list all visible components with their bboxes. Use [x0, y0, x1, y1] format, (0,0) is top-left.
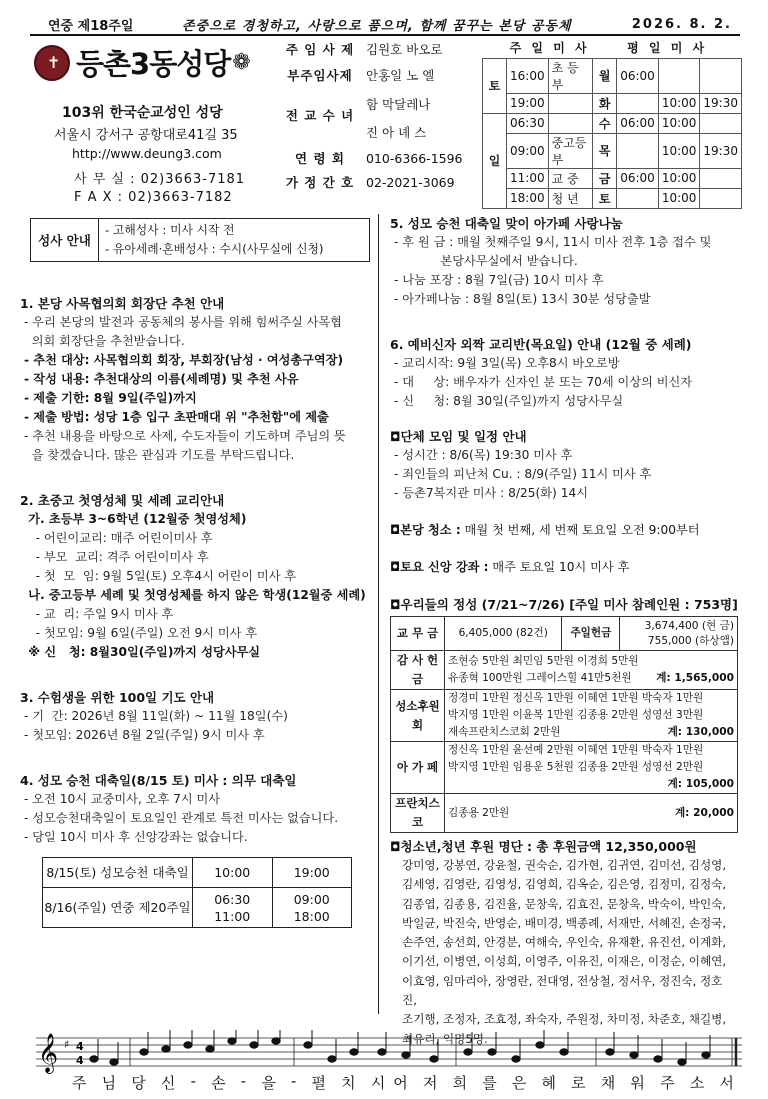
mass-time — [700, 113, 742, 133]
mass-time: 10:00 — [658, 188, 700, 208]
section-5-body — [390, 233, 742, 309]
bullet-icon: ◘ — [390, 560, 401, 574]
hymn-lyrics — [72, 1072, 742, 1093]
lyric-syllable: 로 — [571, 1074, 594, 1092]
mass-note — [548, 113, 593, 133]
sacrament-label: 성사 안내 — [31, 219, 99, 261]
mass-time — [617, 133, 659, 168]
lyric-syllable: 치 — [341, 1074, 364, 1092]
mass-time: 19:30 — [700, 93, 742, 113]
staff-row — [280, 60, 470, 90]
table-cell: 프란치스코 — [391, 794, 445, 833]
staff-name: 함 막달레나 — [366, 97, 431, 112]
mass-time: 06:00 — [617, 168, 659, 188]
section-3-body — [20, 707, 375, 745]
mass-time: 10:00 — [658, 168, 700, 188]
sec4-line: - 당일 10시 미사 후 신앙강좌는 없습니다. — [24, 830, 248, 844]
assumption-mass-table — [42, 857, 352, 928]
staff-row — [280, 38, 470, 60]
staff-name: 진 아 녜 스 — [366, 125, 427, 140]
sec2-line: - 첫 모 임: 9월 5일(토) 오후4시 어린이 미사 후 — [24, 569, 297, 583]
weekday-label: 토 — [593, 188, 617, 208]
section-6-body — [390, 354, 742, 411]
note-head — [560, 1049, 568, 1055]
staff-name: 02-2021-3069 — [366, 174, 455, 190]
table-cell: 10:00 — [193, 858, 273, 888]
lyric-syllable: 주 — [72, 1074, 95, 1092]
donor-names-line: 김세영, 김영란, 김영성, 김영희, 김옥순, 김은영, 김정미, 김정숙, — [402, 877, 727, 892]
lecture-title: 토요 신앙 강좌 : — [400, 560, 489, 574]
sunday-label: 일 — [483, 113, 507, 208]
donor-names-line: 강미영, 강봉연, 강윤철, 권숙순, 김가현, 김귀연, 김미선, 김성영, — [402, 858, 727, 872]
group-line: - 죄인들의 피난처 Cu. : 8/9(주일) 11시 미사 후 — [394, 467, 652, 481]
mass-note: 청 년 — [548, 188, 593, 208]
cleaning-notice — [390, 521, 742, 540]
youth-title-text: 청소년,청년 후원 명단 : 총 후원금액 12,350,000원 — [400, 839, 697, 854]
section-2-title: 2. 초중고 첫영성체 및 세례 교리안내 — [20, 493, 225, 508]
column-divider — [378, 214, 379, 1014]
section-1-title: 1. 본당 사목협의회 회장단 추천 안내 — [20, 296, 225, 311]
sec1-line: - 작성 내용: 추천대상의 이름(세례명) 및 추천 사유 — [24, 372, 299, 386]
mass-time: 06:00 — [617, 58, 659, 93]
table-cell — [445, 794, 738, 833]
liturgical-week: 연중 제18주일 — [48, 18, 134, 34]
table-cell: 06:30 11:00 — [193, 888, 273, 928]
hymn-notes — [90, 1030, 710, 1065]
section-5-title: 5. 성모 승천 대축일 맞이 아가페 사랑나눔 — [390, 216, 623, 231]
note-head — [140, 1049, 148, 1055]
mass-time — [700, 58, 742, 93]
church-name: 등촌3동성당 — [76, 47, 231, 81]
sec6-line: - 대 상: 배우자가 신자인 분 또는 70세 이상의 비신자 — [394, 375, 693, 389]
entry-total: 계: 20,000 — [674, 806, 734, 819]
note-head — [328, 1056, 336, 1062]
staff-role: 가 정 간 호 — [285, 175, 355, 190]
entry-line: 김종용 2만원 — [448, 806, 510, 819]
note-head — [464, 1049, 472, 1055]
note-head — [110, 1059, 118, 1065]
staff-row — [280, 90, 470, 123]
note-head — [350, 1049, 358, 1055]
mass-time: 18:00 — [507, 188, 549, 208]
juil-value: 755,000 (하상앱) — [647, 634, 734, 647]
donor-names-line: 손주연, 송선희, 안경분, 여해숙, 우인숙, 유재환, 유진선, 이계화, — [402, 935, 727, 950]
offering-table — [390, 616, 738, 833]
table-row — [391, 742, 738, 794]
table-cell: 교 무 금 — [391, 617, 445, 651]
lyric-syllable: - — [190, 1072, 204, 1090]
church-seal-icon — [34, 45, 70, 81]
table-row — [391, 617, 738, 651]
note-head — [678, 1059, 686, 1065]
flower-icon: ❁ — [232, 50, 251, 75]
note-head — [606, 1049, 614, 1055]
entry-line-row — [448, 804, 734, 823]
staff-row — [280, 170, 470, 194]
mass-time: 06:00 — [617, 113, 659, 133]
table-row — [391, 651, 738, 690]
mass-note: 중고등부 — [548, 133, 593, 168]
weekday-mass-title: 평 일 미 사 — [593, 38, 742, 58]
note-head — [304, 1042, 312, 1048]
staff-role: 부주임사제 — [287, 68, 353, 83]
staff-name: 김원호 바오로 — [366, 42, 443, 57]
table-cell: 6,405,000 (82건) — [445, 617, 562, 651]
note-head — [162, 1046, 170, 1052]
group-line: - 성시간 : 8/6(목) 19:30 미사 후 — [394, 448, 573, 462]
table-cell — [620, 617, 738, 651]
sec4-line: - 오전 10시 교중미사, 오후 7시 미사 — [24, 792, 221, 806]
lyric-syllable: 펼 — [311, 1074, 335, 1092]
note-head — [488, 1049, 496, 1055]
section-4-title: 4. 성모 승천 대축일(8/15 토) 미사 : 의무 대축일 — [20, 773, 297, 788]
sacrament-items — [99, 219, 330, 261]
entry-line: 정경미 1만원 정신옥 1만원 이혜연 1만원 박숙자 1만원 — [448, 692, 704, 704]
note-head — [228, 1038, 236, 1044]
table-cell: 09:00 18:00 — [272, 888, 352, 928]
group-title-text: 단체 모임 및 일정 안내 — [400, 429, 527, 444]
mass-time: 10:00 — [658, 113, 700, 133]
sec5-line: - 아가페나눔 : 8월 8일(토) 13시 30분 성당출발 — [394, 292, 651, 306]
sec1-line: - 추천 대상: 사목협의회 회장, 부회장(남성 · 여성총구역장) — [24, 353, 344, 367]
staff-name: 010-6366-1596 — [366, 150, 463, 166]
lyric-syllable: 혜 — [541, 1074, 564, 1092]
sec2-line: ※ 신 청: 8월30일(주일)까지 성당사무실 — [24, 645, 261, 659]
treble-clef-icon: 𝄞 — [38, 1033, 59, 1073]
note-head — [536, 1042, 544, 1048]
lecture-text: 매주 토요일 10시 미사 후 — [488, 560, 630, 574]
staff-name: 안홍일 노 엘 — [366, 68, 435, 83]
note-head — [702, 1052, 710, 1058]
sec2-line: - 첫모임: 9월 6일(주일) 오전 9시 미사 후 — [24, 626, 258, 640]
lecture-notice — [390, 558, 742, 577]
sec2-line: 가. 초등부 3~6학년 (12월중 첫영성체) — [24, 512, 247, 526]
mass-time: 19:00 — [507, 93, 549, 113]
mass-note: 초 등 부 — [548, 58, 593, 93]
entry-line: 박지영 1만원 임용운 5천원 김종용 2만원 성영선 2만원 — [448, 761, 704, 773]
note-head — [206, 1046, 214, 1052]
lyric-syllable: 시어 — [370, 1074, 416, 1092]
mass-time: 16:00 — [507, 58, 549, 93]
mass-time — [617, 188, 659, 208]
offering-title — [390, 595, 742, 614]
staff-role: 연 령 회 — [295, 151, 345, 166]
sec1-line: - 제출 기한: 8월 9일(주일)까지 — [24, 391, 197, 405]
mass-time — [658, 58, 700, 93]
lyric-syllable: 을 — [261, 1074, 284, 1092]
entry-line: 유종혁 100만원 그레이스힐 41만5천원 — [448, 672, 632, 684]
weekday-label: 금 — [593, 168, 617, 188]
lyric-syllable: 당 — [131, 1074, 154, 1092]
donor-names-line: 조기행, 조정자, 조효정, 좌숙자, 주원정, 차미정, 차준호, 채길병, — [402, 1012, 727, 1027]
weekday-label: 목 — [593, 133, 617, 168]
weekday-label: 수 — [593, 113, 617, 133]
weekday-label: 월 — [593, 58, 617, 93]
saturday-label: 토 — [483, 58, 507, 113]
note-head — [272, 1038, 280, 1044]
table-row — [43, 888, 352, 928]
parish-motto: 존중으로 경청하고, 사랑으로 품으며, 함께 꿈꾸는 본당 공동체 — [182, 18, 572, 34]
note-head — [654, 1056, 662, 1062]
note-head — [250, 1042, 258, 1048]
staff-list — [280, 38, 470, 194]
lyric-syllable: 채 — [600, 1074, 624, 1092]
table-cell — [445, 742, 738, 794]
mass-time: 09:00 — [507, 133, 549, 168]
lyric-syllable: - — [240, 1072, 255, 1090]
table-row — [391, 794, 738, 833]
church-address: 서울시 강서구 공항대로41길 35 — [54, 128, 238, 143]
lyric-syllable: 를 — [482, 1074, 505, 1092]
lyric-syllable: 님 — [101, 1074, 125, 1092]
lyric-syllable: 소 — [689, 1074, 713, 1092]
section-1-body — [20, 313, 375, 465]
mass-schedule-table — [482, 38, 742, 209]
bullet-icon: ◘ — [390, 523, 401, 537]
church-patron: 103위 한국순교성인 성당 — [62, 105, 223, 121]
mass-time: 10:00 — [658, 93, 700, 113]
note-head — [378, 1049, 386, 1055]
sec2-line: - 어린이교리: 매주 어린이미사 후 — [24, 531, 213, 545]
cleaning-title: 본당 청소 : — [400, 523, 461, 537]
mass-note: 교 중 — [548, 168, 593, 188]
entry-line-row — [448, 776, 734, 793]
mass-time — [700, 168, 742, 188]
church-tel: 사 무 실 : 02)3663-7181 — [74, 172, 246, 187]
table-cell: 주일헌금 — [562, 617, 620, 651]
section-2-body — [20, 510, 375, 662]
church-website[interactable]: http://www.deung3.com — [72, 146, 222, 161]
sec2-line: 나. 중고등부 세례 및 첫영성체를 하지 않은 학생(12월중 세례) — [24, 588, 366, 602]
sec1-line: - 제출 방법: 성당 1층 입구 초판매대 위 "추천함"에 제출 — [24, 410, 329, 424]
table-cell: 감 사 헌 금 — [391, 651, 445, 690]
table-cell: 아 가 페 — [391, 742, 445, 794]
group-line: - 등촌7복지관 미사 : 8/25(화) 14시 — [394, 486, 588, 500]
sharp-icon: ♯ — [64, 1038, 70, 1051]
lyric-syllable: 은 — [511, 1074, 535, 1092]
group-schedule-title — [390, 427, 742, 446]
donor-names-line: 김종엽, 김종용, 김진율, 문창욱, 김효진, 문창욱, 박숙이, 박인숙, — [402, 896, 727, 911]
entry-line-row — [448, 724, 734, 741]
section-4-body — [20, 790, 375, 847]
sec6-line: - 신 청: 8월 30일(주일)까지 성당사무실 — [394, 394, 624, 408]
sec1-line: - 추천 내용을 바탕으로 사제, 수도자들이 기도하며 주님의 뜻 — [24, 429, 346, 443]
bullet-icon: ◘ — [390, 597, 401, 612]
mass-time — [617, 93, 659, 113]
time-signature-bottom: 4 — [76, 1054, 84, 1067]
entry-line: 재속프란치스코회 2만원 — [448, 726, 561, 738]
mass-time — [700, 188, 742, 208]
top-bar — [30, 14, 740, 36]
sec5-line: 본당사무실에서 받습니다. — [394, 254, 578, 268]
sacrament-notice — [30, 218, 370, 262]
sec1-line: 을 찾겠습니다. 많은 관심과 기도를 부탁드립니다. — [24, 448, 295, 462]
staff-role: 주 임 사 제 — [285, 42, 355, 57]
weekday-label: 화 — [593, 93, 617, 113]
staff-row — [280, 146, 470, 170]
note-head — [630, 1052, 638, 1058]
sec5-line: - 나눔 포장 : 8월 7일(금) 10시 미사 후 — [394, 273, 604, 287]
entry-line: 박지영 1만원 이윤복 1만원 김종용 2만원 성영선 3만원 — [448, 709, 704, 721]
youth-donor-title — [390, 837, 742, 856]
note-head — [90, 1056, 98, 1062]
note-head — [184, 1042, 192, 1048]
sec4-line: - 성모승천대축일이 토요일인 관계로 특전 미사는 없습니다. — [24, 811, 339, 825]
donor-names-line: 이효영, 임마리아, 장영란, 전대영, 전상철, 정서우, 정진숙, 정호진, — [402, 973, 723, 1008]
sec1-line: 의회 회장단을 추천받습니다. — [24, 334, 185, 348]
lyric-syllable: 신 — [160, 1074, 184, 1092]
bullet-icon: ◘ — [390, 839, 401, 854]
bulletin-date: 2026. 8. 2. — [631, 16, 732, 32]
note-head — [512, 1056, 520, 1062]
sacrament-item: - 고해성사 : 미사 시작 전 — [105, 223, 235, 237]
note-head — [430, 1056, 438, 1062]
sec5-line: - 후 원 금 : 매월 첫째주일 9시, 11시 미사 전후 1층 접수 및 — [394, 235, 712, 249]
lyric-syllable: 희 — [452, 1074, 476, 1092]
sec6-line: - 교리시작: 9월 3일(목) 오후8시 바오로방 — [394, 356, 620, 370]
mass-time: 06:30 — [507, 113, 549, 133]
table-row — [391, 690, 738, 742]
lyric-syllable: 워 — [630, 1074, 653, 1092]
bullet-icon: ◘ — [390, 429, 401, 444]
entry-line: 정신옥 1만원 윤선예 2만원 이혜연 1만원 박숙자 1만원 — [448, 744, 704, 756]
lyric-syllable: 주 — [660, 1074, 683, 1092]
table-cell — [445, 651, 738, 690]
sec1-line: - 우리 본당의 발전과 공동체의 봉사를 위해 힘써주실 사목협 — [24, 315, 342, 329]
lyric-syllable: 저 — [422, 1074, 446, 1092]
entry-total: 계: 1,565,000 — [656, 672, 734, 684]
sec3-line: - 첫모임: 2026년 8월 2일(주일) 9시 미사 후 — [24, 728, 265, 742]
lyric-syllable: 손 — [211, 1074, 234, 1092]
offering-title-text: 우리들의 정성 (7/21~7/26) [주일 미사 참례인원 : 753명] — [400, 597, 738, 612]
sec2-line: - 교 리: 주일 9시 미사 후 — [24, 607, 174, 621]
donor-names-line: 박일균, 박진숙, 반영순, 배미경, 백종례, 서재만, 서혜진, 손정국, — [402, 915, 727, 930]
lyric-syllable: 서 — [719, 1074, 742, 1092]
section-3-title: 3. 수험생을 위한 100일 기도 안내 — [20, 690, 215, 705]
entry-line-row — [448, 670, 734, 687]
table-cell: 8/16(주일) 연중 제20주일 — [43, 888, 193, 928]
entry-total: 계: 105,000 — [667, 778, 734, 790]
mass-time: 19:30 — [700, 133, 742, 168]
donor-names-line: 이기선, 이병연, 이성희, 이영주, 이유진, 이재은, 이정순, 이혜연, — [402, 954, 727, 969]
right-column — [390, 214, 742, 1049]
mass-time: 11:00 — [507, 168, 549, 188]
time-signature-top: 4 — [76, 1040, 84, 1053]
table-cell: 19:00 — [272, 858, 352, 888]
mass-note — [548, 93, 593, 113]
table-cell: 8/15(토) 성모승천 대축일 — [43, 858, 193, 888]
lyric-syllable: - — [290, 1072, 305, 1090]
header — [30, 38, 740, 210]
juil-value: 3,674,400 (현 금) — [644, 619, 734, 632]
table-cell: 성소후원회 — [391, 690, 445, 742]
left-column — [20, 214, 375, 928]
note-head — [402, 1052, 410, 1058]
entry-line: 조현승 5만원 최민임 5만원 이경희 5만원 — [448, 655, 639, 667]
mass-time: 10:00 — [658, 133, 700, 168]
church-logo-row — [30, 42, 278, 83]
church-fax: F A X : 02)3663-7182 — [74, 190, 233, 205]
staff-role: 전 교 수 녀 — [285, 108, 355, 123]
sacrament-item: - 유아세례·혼배성사 : 수시(사무실에 신청) — [105, 242, 324, 256]
sunday-mass-title: 주 일 미 사 — [507, 38, 593, 58]
youth-donor-names — [390, 856, 742, 1049]
section-6-title: 6. 예비신자 외짝 교리반(목요일) 안내 (12월 중 세례) — [390, 337, 692, 352]
sec3-line: - 기 간: 2026년 8월 11일(화) ~ 11월 18일(수) — [24, 709, 288, 723]
entry-total: 계: 130,000 — [667, 726, 734, 738]
donor-names-line: 최유리, 익명5명. — [402, 1031, 488, 1046]
cleaning-text: 매월 첫 번째, 세 번째 토요일 오전 9:00부터 — [460, 523, 700, 537]
sec2-line: - 부모 교리: 격주 어린이미사 후 — [24, 550, 209, 564]
table-row — [43, 858, 352, 888]
table-cell — [445, 690, 738, 742]
hymn-score — [36, 1030, 742, 1074]
